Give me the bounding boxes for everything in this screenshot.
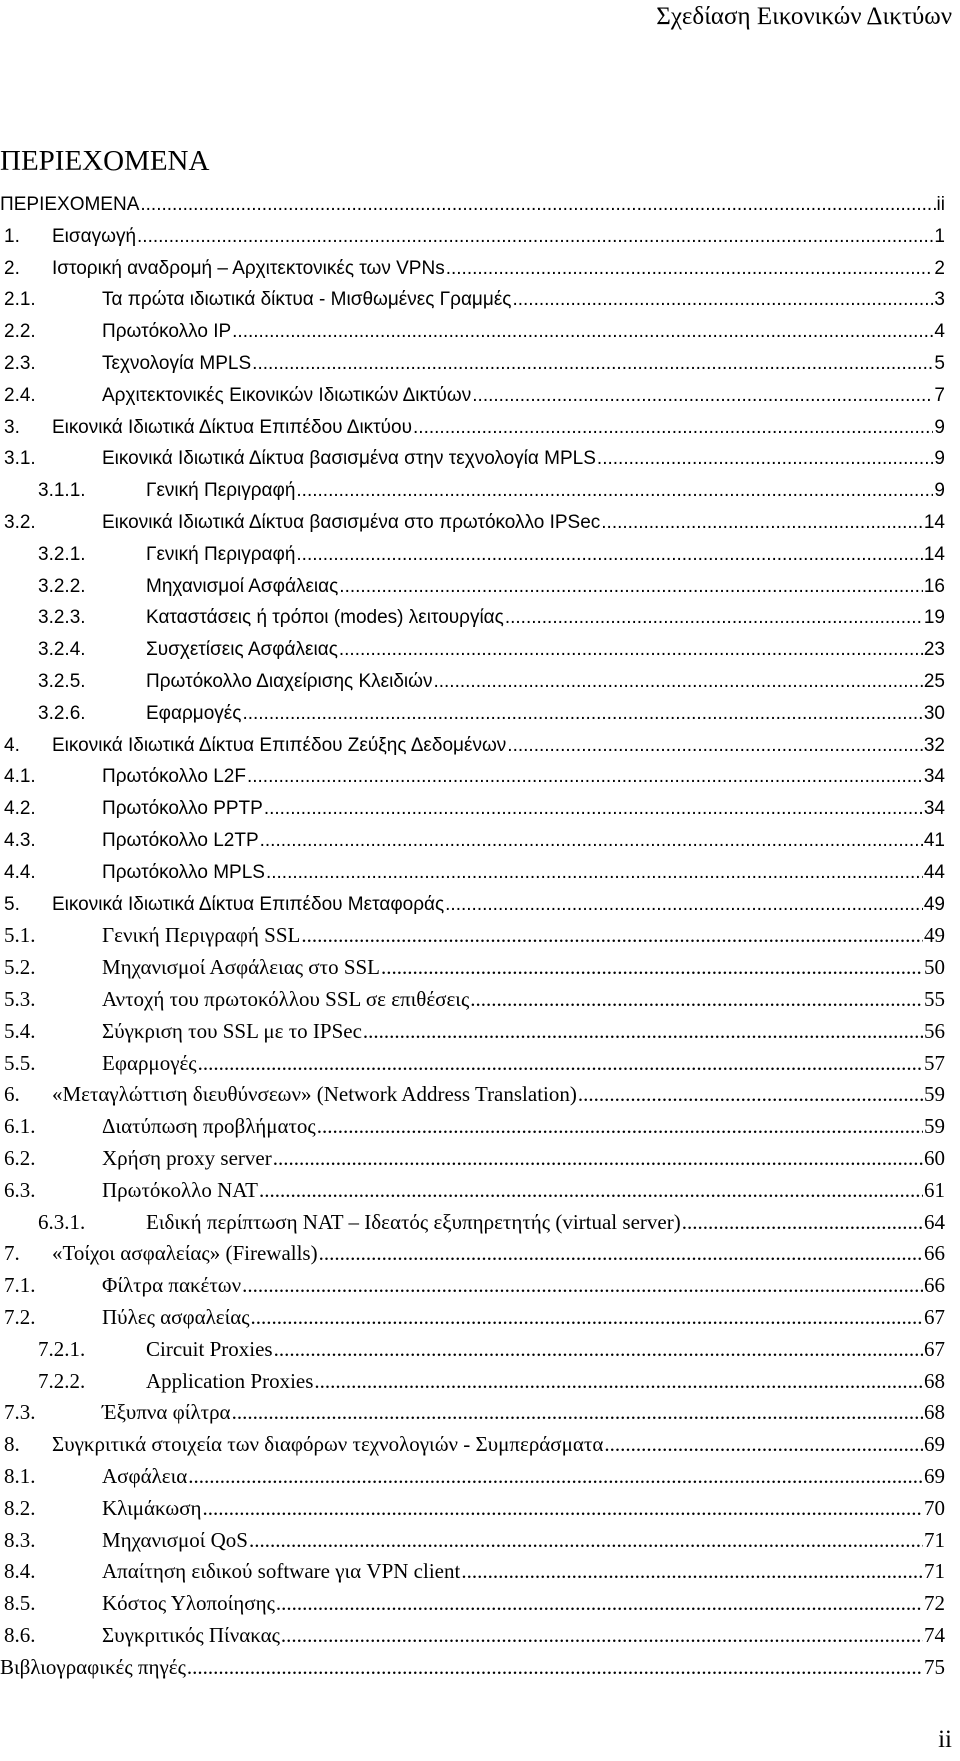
toc-entry-page: 14 — [923, 512, 945, 533]
toc-entry[interactable] — [4, 1461, 945, 1492]
toc-entry-title: Τεχνολογία MPLS — [102, 353, 252, 374]
page-number: ii — [938, 1726, 952, 1753]
toc-heading: ΠΕΡΙΕΧΟΜΕΝΑ — [0, 145, 210, 177]
toc-entry-page: 59 — [924, 1114, 945, 1139]
toc-entry[interactable] — [4, 1397, 945, 1428]
toc-entry-number: 1. — [4, 225, 20, 247]
toc-entry[interactable] — [4, 253, 945, 284]
toc-entry-page: 57 — [924, 1050, 945, 1075]
toc-dot-leader — [260, 825, 923, 856]
toc-dot-leader — [281, 1620, 923, 1651]
toc-dot-leader — [601, 507, 923, 538]
toc-entry-title: Πρωτόκολλο PPTP — [102, 798, 263, 820]
toc-entry-page: 9 — [934, 416, 945, 438]
toc-entry-title: Πρωτόκολλο Διαχείρισης Κλειδιών — [146, 671, 433, 692]
toc-entry-number: 8.4. — [4, 1559, 36, 1584]
toc-dot-leader — [274, 1334, 923, 1365]
toc-entry-page: 75 — [924, 1654, 945, 1679]
toc-dot-leader — [242, 698, 922, 729]
toc-dot-leader — [682, 1207, 923, 1238]
toc-entry-title: Πρωτόκολλο NAT — [102, 1177, 258, 1202]
toc-entry-page: 66 — [924, 1241, 945, 1266]
toc-entry[interactable] — [4, 507, 945, 538]
toc-dot-leader — [445, 889, 923, 920]
toc-entry-number: 6.1. — [4, 1114, 36, 1139]
toc-entry-number: 4. — [4, 734, 20, 756]
toc-entry-number: 7. — [4, 1241, 20, 1266]
toc-entry-title: «Τοίχοι ασφαλείας» (Firewalls) — [52, 1241, 318, 1266]
toc-entry-number: 2.4. — [4, 384, 36, 406]
toc-entry-number: 2. — [4, 257, 20, 279]
toc-entry-title: Χρήση proxy server — [102, 1146, 272, 1170]
toc-entry-number: 6.3. — [4, 1177, 36, 1202]
toc-entry-number: 5.1. — [4, 923, 36, 948]
toc-entry[interactable] — [38, 666, 945, 697]
toc-entry-number: 7.1. — [4, 1273, 36, 1298]
toc-entry-page: 3 — [934, 289, 945, 311]
toc-entry-page: 49 — [924, 923, 945, 948]
toc-entry[interactable] — [4, 221, 945, 252]
toc-dot-leader — [472, 380, 933, 411]
toc-entry-title: Εικονικά Ιδιωτικά Δίκτυα βασισμένα στο πρωτόκολλο IPSec — [102, 512, 601, 533]
toc-entry-title: Εικονικά Ιδιωτικά Δίκτυα Επιπέδου Μεταφοράς — [52, 893, 445, 915]
toc-entry-number: 6. — [4, 1082, 20, 1107]
toc-entry-title: Πρωτόκολλο L2TP — [102, 830, 259, 851]
toc-entry[interactable] — [4, 1143, 945, 1174]
toc-entry-title: Φίλτρα πακέτων — [102, 1273, 242, 1298]
toc-dot-leader — [507, 730, 923, 761]
toc-entry-page: 60 — [924, 1146, 945, 1170]
toc-dot-leader — [339, 634, 923, 665]
toc-dot-leader — [242, 1270, 923, 1301]
toc-dot-leader — [319, 1238, 923, 1269]
toc-entry[interactable] — [4, 889, 945, 920]
toc-entry-number: 8.1. — [4, 1464, 36, 1488]
toc-entry-number: 7.2.1. — [38, 1336, 86, 1361]
toc-entry[interactable] — [38, 634, 945, 665]
toc-dot-leader — [363, 1016, 923, 1047]
toc-entry-number: 6.3.1. — [38, 1209, 86, 1234]
toc-entry[interactable] — [4, 952, 945, 983]
toc-entry[interactable] — [4, 380, 945, 411]
toc-entry[interactable] — [4, 1493, 945, 1524]
toc-entry-number: 5.5. — [4, 1050, 36, 1075]
toc-entry[interactable] — [4, 1525, 945, 1556]
toc-entry-title: Σύγκριση του SSL με το IPSec — [102, 1018, 362, 1043]
toc-entry-title: Αρχιτεκτονικές Εικονικών Ιδιωτικών Δικτύων — [102, 384, 472, 406]
toc-entry-title: Μηχανισμοί QoS — [102, 1527, 248, 1552]
toc-entry[interactable] — [4, 316, 945, 347]
toc-dot-leader — [232, 1397, 923, 1428]
toc-entry-title: Εφαρμογές — [146, 702, 242, 724]
toc-entry-number: 2.1. — [4, 289, 36, 311]
toc-entry-number: 8.6. — [4, 1623, 36, 1647]
toc-entry-page: 72 — [924, 1591, 945, 1616]
toc-entry-page: 49 — [923, 893, 945, 915]
toc-entry-title: Βιβλιογραφικές πηγές — [0, 1654, 186, 1679]
toc-entry-number: 2.3. — [4, 353, 36, 374]
toc-entry[interactable] — [4, 1588, 945, 1619]
toc-entry-number: 8.2. — [4, 1495, 36, 1520]
toc-entry[interactable] — [4, 348, 945, 379]
toc-entry[interactable] — [4, 1270, 945, 1301]
toc-dot-leader — [470, 984, 923, 1015]
toc-entry-title: Πύλες ασφαλείας — [102, 1305, 250, 1329]
toc-entry[interactable] — [4, 284, 945, 315]
toc-entry-page: 69 — [924, 1464, 945, 1488]
toc-entry-page: 7 — [934, 384, 945, 406]
toc-entry[interactable] — [38, 698, 945, 729]
toc-entry-number: 7.2.2. — [38, 1368, 86, 1393]
toc-dot-leader — [137, 221, 933, 252]
toc-dot-leader — [317, 1111, 923, 1142]
toc-entry-number: 8.3. — [4, 1527, 36, 1552]
toc-dot-leader — [252, 348, 933, 379]
toc-dot-leader — [187, 1652, 923, 1683]
toc-entry-title: Πρωτόκολλο L2F — [102, 766, 246, 788]
toc-entry[interactable] — [38, 539, 945, 570]
toc-entry-page: ii — [936, 194, 945, 215]
toc-dot-leader — [296, 539, 922, 570]
toc-entry-title: Μηχανισμοί Ασφάλειας στο SSL — [102, 955, 381, 980]
toc-dot-leader — [273, 1143, 923, 1174]
toc-entry-number: 3.2. — [4, 512, 36, 533]
toc-entry[interactable] — [0, 1652, 945, 1683]
toc-entry-page: 67 — [924, 1336, 945, 1361]
toc-entry[interactable] — [38, 1334, 945, 1365]
toc-dot-leader — [446, 253, 934, 284]
toc-entry-number: 3.2.4. — [38, 639, 86, 661]
toc-entry-number: 3.2.5. — [38, 671, 86, 692]
toc-dot-leader — [597, 443, 934, 474]
toc-entry-title: Κόστος Υλοποίησης — [102, 1591, 275, 1616]
toc-entry[interactable] — [4, 730, 945, 761]
toc-entry[interactable] — [4, 857, 945, 888]
toc-dot-leader — [578, 1079, 923, 1110]
toc-entry-number: 6.2. — [4, 1146, 36, 1170]
toc-entry-title: Ειδική περίπτωση NAT – Ιδεατός εξυπηρετητής (virtual server) — [146, 1209, 681, 1234]
toc-entry[interactable] — [4, 443, 945, 474]
toc-entry-title: ΠΕΡΙΕΧΟΜΕΝΑ — [0, 194, 140, 215]
toc-dot-leader — [264, 793, 923, 824]
toc-entry-page: 32 — [923, 734, 945, 756]
toc-dot-leader — [314, 1366, 923, 1397]
toc-entry-title: Εισαγωγή — [52, 225, 137, 247]
toc-entry-number: 7.2. — [4, 1305, 36, 1329]
toc-entry-title: Συγκριτικός Πίνακας — [102, 1623, 280, 1647]
toc-entry-page: 23 — [923, 639, 945, 661]
toc-entry-page: 30 — [923, 702, 945, 724]
toc-entry-title: Application Proxies — [146, 1368, 314, 1393]
toc-dot-leader — [276, 1588, 923, 1619]
toc-entry[interactable] — [4, 1111, 945, 1142]
toc-entry-page: 34 — [923, 798, 945, 820]
toc-entry-title: Διατύπωση προβλήματος — [102, 1114, 316, 1139]
toc-entry-title: Συσχετίσεις Ασφάλειας — [146, 639, 338, 661]
toc-entry-page: 68 — [924, 1400, 945, 1425]
toc-entry-title: Συγκριτικά στοιχεία των διαφόρων τεχνολογιών - Συμπεράσματα — [52, 1432, 604, 1457]
toc-dot-leader — [259, 1175, 923, 1206]
toc-entry-page: 44 — [923, 861, 945, 883]
toc-entry-title: «Μεταγλώττιση διευθύνσεων» (Network Address Translation) — [52, 1082, 577, 1107]
toc-entry[interactable] — [4, 1429, 945, 1460]
toc-dot-leader — [512, 284, 933, 315]
toc-entry-page: 68 — [924, 1368, 945, 1393]
toc-entry-title: Καταστάσεις ή τρόποι (modes) λειτουργίας — [146, 607, 504, 629]
toc-entry-page: 64 — [924, 1209, 945, 1234]
toc-entry[interactable] — [4, 761, 945, 792]
toc-entry-number: 8. — [4, 1432, 20, 1457]
toc-entry-number: 3. — [4, 416, 20, 438]
toc-entry-number: 3.1. — [4, 448, 36, 470]
toc-entry-page: 2 — [934, 257, 945, 279]
toc-entry-title: Εικονικά Ιδιωτικά Δίκτυα Επιπέδου Ζεύξης Δεδομένων — [52, 734, 507, 756]
toc-entry-title: Γενική Περιγραφή — [146, 480, 296, 502]
toc-entry-number: 7.3. — [4, 1400, 36, 1425]
toc-entry-title: Εικονικά Ιδιωτικά Δίκτυα βασισμένα στην τεχνολογία MPLS — [102, 448, 596, 470]
toc-dot-leader — [203, 1493, 923, 1524]
toc-entry-number: 4.3. — [4, 830, 36, 851]
toc-entry-title: Ιστορική αναδρομή – Αρχιτεκτονικές των VPNs — [52, 257, 445, 279]
toc-entry-page: 61 — [924, 1177, 945, 1202]
toc-dot-leader — [140, 189, 935, 220]
toc-entry-number: 5.4. — [4, 1018, 36, 1043]
toc-entry-page: 19 — [923, 607, 945, 629]
toc-entry-page: 70 — [924, 1495, 945, 1520]
toc-entry-title: Circuit Proxies — [146, 1336, 273, 1361]
toc-entry-title: Αντοχή του πρωτοκόλλου SSL σε επιθέσεις — [102, 987, 470, 1011]
toc-entry[interactable] — [4, 984, 945, 1015]
toc-entry-page: 14 — [923, 543, 945, 565]
toc-dot-leader — [251, 1302, 923, 1333]
toc-dot-leader — [461, 1556, 923, 1587]
toc-entry[interactable] — [4, 1048, 945, 1079]
running-header-title: Σχεδίαση Εικονικών Δικτύων — [656, 3, 952, 30]
toc-dot-leader — [381, 952, 923, 983]
toc-entry[interactable] — [4, 1302, 945, 1333]
toc-entry-number: 4.4. — [4, 861, 36, 883]
toc-dot-leader — [296, 475, 933, 506]
toc-entry-title: Μηχανισμοί Ασφάλειας — [146, 575, 339, 597]
toc-entry-title: Εφαρμογές — [102, 1050, 197, 1075]
toc-entry-title: Γενική Περιγραφή SSL — [102, 923, 301, 948]
toc-entry-number: 8.5. — [4, 1591, 36, 1616]
toc-dot-leader — [413, 412, 933, 443]
toc-dot-leader — [505, 602, 923, 633]
toc-entry[interactable] — [4, 920, 945, 951]
toc-entry-number: 5.3. — [4, 987, 36, 1011]
toc-entry[interactable] — [4, 825, 945, 856]
toc-entry-page: 66 — [924, 1273, 945, 1298]
toc-dot-leader — [249, 1525, 923, 1556]
toc-entry-page: 74 — [924, 1623, 945, 1647]
toc-entry-number: 5.2. — [4, 955, 36, 980]
toc-entry-page: 50 — [924, 955, 945, 980]
toc-dot-leader — [188, 1461, 923, 1492]
toc-dot-leader — [266, 857, 923, 888]
toc-entry[interactable] — [4, 1620, 945, 1651]
toc-entry-number: 4.1. — [4, 766, 36, 788]
toc-entry-page: 67 — [924, 1305, 945, 1329]
toc-entry[interactable] — [4, 1238, 945, 1269]
toc-entry-page: 69 — [924, 1432, 945, 1457]
toc-entry-page: 71 — [924, 1559, 945, 1584]
toc-entry-title: Κλιμάκωση — [102, 1495, 202, 1520]
toc-entry-title: Εικονικά Ιδιωτικά Δίκτυα Επιπέδου Δικτύου — [52, 416, 413, 438]
toc-entry-page: 5 — [934, 353, 945, 374]
toc-entry-title: Απαίτηση ειδικού software για VPN client — [102, 1559, 461, 1584]
toc-entry-page: 4 — [934, 321, 945, 343]
toc-dot-leader — [604, 1429, 923, 1460]
toc-entry[interactable] — [38, 1366, 945, 1397]
toc-entry[interactable] — [4, 1175, 945, 1206]
toc-entry[interactable] — [38, 1207, 945, 1238]
toc-dot-leader — [301, 920, 923, 951]
toc-entry-page: 59 — [924, 1082, 945, 1107]
toc-entry[interactable] — [0, 189, 945, 220]
toc-entry-number: 4.2. — [4, 798, 36, 820]
toc-entry-number: 3.1.1. — [38, 480, 86, 502]
toc-entry[interactable] — [38, 475, 945, 506]
toc-entry-number: 3.2.1. — [38, 543, 86, 565]
toc-dot-leader — [247, 761, 923, 792]
toc-entry-page: 55 — [924, 987, 945, 1011]
toc-entry-number: 2.2. — [4, 321, 36, 343]
toc-entry-page: 41 — [923, 830, 945, 851]
toc-entry-page: 16 — [923, 575, 945, 597]
toc-dot-leader — [433, 666, 922, 697]
toc-dot-leader — [198, 1048, 923, 1079]
toc-dot-leader — [232, 316, 933, 347]
toc-entry[interactable] — [4, 1016, 945, 1047]
toc-entry-page: 34 — [923, 766, 945, 788]
toc-entry-number: 5. — [4, 893, 20, 915]
toc-entry-number: 3.2.2. — [38, 575, 86, 597]
toc-entry[interactable] — [4, 1556, 945, 1587]
toc-entry-title: Πρωτόκολλο MPLS — [102, 861, 265, 883]
toc-entry[interactable] — [4, 412, 945, 443]
toc-entry[interactable] — [4, 1079, 945, 1110]
toc-entry-title: Γενική Περιγραφή — [146, 543, 296, 565]
toc-entry-number: 3.2.6. — [38, 702, 86, 724]
toc-entry-page: 56 — [924, 1018, 945, 1043]
toc-entry-page: 9 — [934, 448, 945, 470]
toc-entry[interactable] — [38, 571, 945, 602]
toc-entry-title: Έξυπνα φίλτρα — [102, 1400, 231, 1425]
toc-entry[interactable] — [4, 793, 945, 824]
toc-entry-page: 71 — [924, 1527, 945, 1552]
toc-entry-page: 25 — [923, 671, 945, 692]
toc-entry-number: 3.2.3. — [38, 607, 86, 629]
toc-entry-title: Πρωτόκολλο IP — [102, 321, 232, 343]
toc-dot-leader — [339, 571, 923, 602]
toc-entry-page: 1 — [934, 225, 945, 247]
toc-entry[interactable] — [38, 602, 945, 633]
toc-entry-title: Τα πρώτα ιδιωτικά δίκτυα - Μισθωμένες Γραμμές — [102, 289, 512, 311]
toc-entry-page: 9 — [934, 480, 945, 502]
toc-entry-title: Ασφάλεια — [102, 1464, 188, 1488]
